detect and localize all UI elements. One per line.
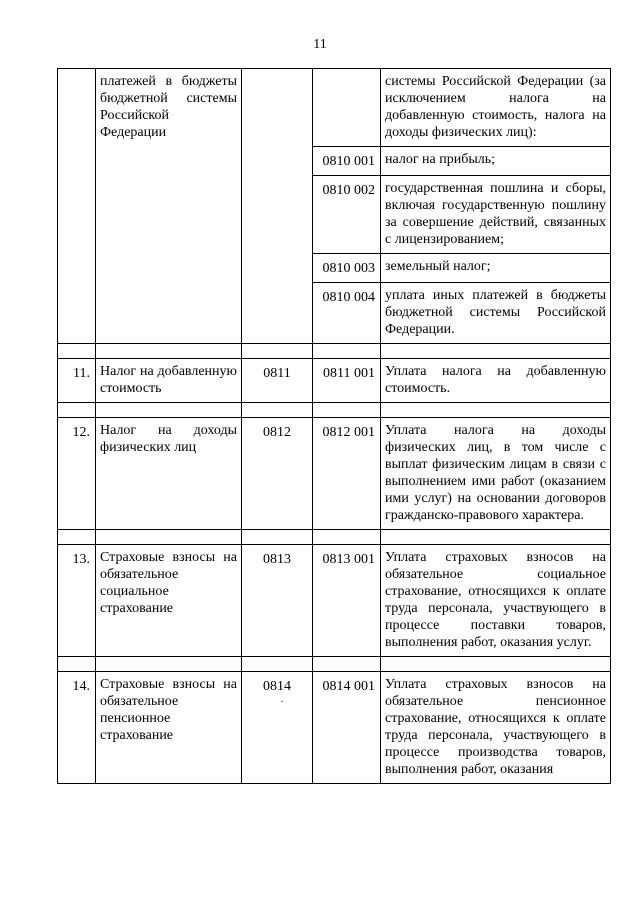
- table-row: [58, 672, 611, 784]
- row-spacer: [58, 403, 611, 418]
- row-desc-cell: Уплата страховых взносов на обязательное социальное страхование, относящихся к оплате труда персонала, участвующего в процессе поставки товаров, выполнения работ, оказания услуг.: [381, 545, 611, 657]
- row-code-cell: [242, 672, 313, 784]
- row-subcode-cell: 0810 003: [313, 254, 381, 283]
- table-row: [58, 418, 611, 530]
- codes-table: [57, 68, 611, 784]
- row-spacer: [58, 657, 611, 672]
- table-row: [58, 69, 611, 147]
- row-subcode-cell: 0811 001: [313, 359, 381, 403]
- row-subcode-cell: 0813 001: [313, 545, 381, 657]
- row-code-cell: 0812: [242, 418, 313, 530]
- row-number-cell: 12.: [58, 418, 96, 530]
- row-desc-cell: земельный налог;: [381, 254, 611, 283]
- row-spacer: [58, 530, 611, 545]
- table-row: [58, 545, 611, 657]
- row-number-cell: [58, 69, 96, 344]
- row-subcode-cell: 0814 001: [313, 672, 381, 784]
- row-name-cell: Страховые взносы на обязательное пенсионное страхование: [96, 672, 242, 784]
- row-subcode-cell: 0810 001: [313, 147, 381, 176]
- row-name-cell: Налог на доходы физических лиц: [96, 418, 242, 530]
- row-subcode-cell: 0810 002: [313, 176, 381, 254]
- code-text: 0814: [263, 679, 291, 694]
- row-number-cell: 13.: [58, 545, 96, 657]
- row-code-cell: 0813: [242, 545, 313, 657]
- stray-mark: .: [280, 694, 284, 705]
- row-desc-cell: Уплата страховых взносов на обязательное пенсионное страхование, относящихся к оплате труда персонала, участвующего в процессе производства товаров, выполнения работ, оказания: [381, 672, 611, 784]
- row-spacer: [58, 344, 611, 359]
- row-desc-cell: системы Российской Федерации (за исключением налога на добавленную стоимость, налога на доходы физических лиц):: [381, 69, 611, 147]
- row-code-cell: 0811: [242, 359, 313, 403]
- row-desc-cell: Уплата налога на доходы физических лиц, в том числе с выплат физическим лицам в связи с выполнением ими работ (оказанием ими услуг) на основании договоров гражданско-правового характера.: [381, 418, 611, 530]
- row-subcode-cell: 0812 001: [313, 418, 381, 530]
- row-name-cell: Страховые взносы на обязательное социальное страхование: [96, 545, 242, 657]
- page-number: 11: [313, 37, 327, 52]
- row-number-cell: 11.: [58, 359, 96, 403]
- row-desc-cell: налог на прибыль;: [381, 147, 611, 176]
- row-number-cell: 14.: [58, 672, 96, 784]
- row-code-cell: [242, 69, 313, 344]
- row-name-cell: платежей в бюджеты бюджетной системы Российской Федерации: [96, 69, 242, 344]
- table-row: [58, 359, 611, 403]
- row-name-cell: Налог на добавленную стоимость: [96, 359, 242, 403]
- row-desc-cell: уплата иных платежей в бюджеты бюджетной системы Российской Федерации.: [381, 283, 611, 344]
- row-subcode-cell: [313, 69, 381, 147]
- row-subcode-cell: 0810 004: [313, 283, 381, 344]
- row-desc-cell: государственная пошлина и сборы, включая государственную пошлину за совершение действий, связанных с лицензированием;: [381, 176, 611, 254]
- row-desc-cell: Уплата налога на добавленную стоимость.: [381, 359, 611, 403]
